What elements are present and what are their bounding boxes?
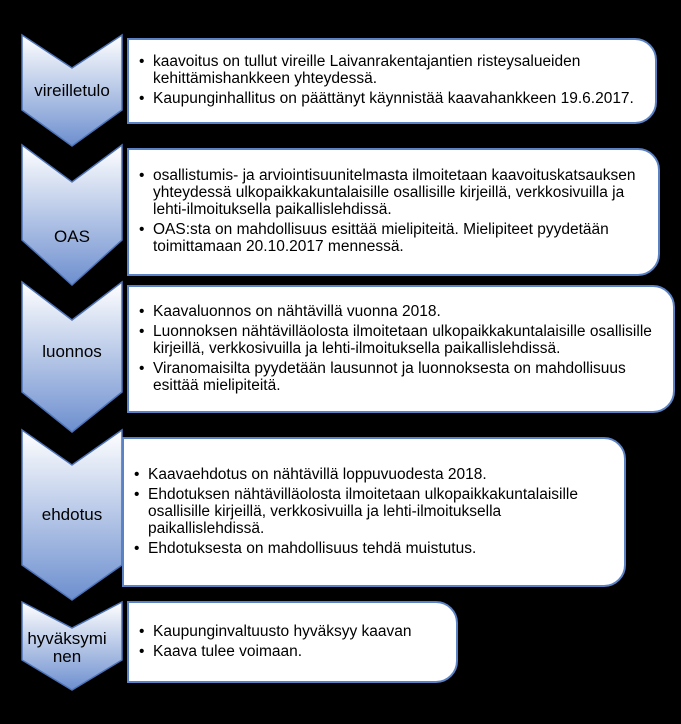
stage-box-luonnos: [127, 285, 675, 413]
bullet-list: [124, 465, 624, 560]
bullet-item: • OAS:sta on mahdollisuus esittää mielipiteitä. Mielipiteet pyydetään toimittamaan 20.10.2017 mennessä.: [153, 221, 650, 255]
stage-label-hyvaksyminen: hyväksymi nen: [27, 629, 107, 666]
stage-label-luonnos: luonnos: [42, 342, 102, 361]
bullet-item: • Ehdotuksen nähtävilläolosta ilmoitetaan ulkopaikkakuntalaisille osallisille kirjeillä, verkkosivuilla ja lehti-ilmoituksella paikallislehdissä.: [148, 486, 616, 537]
stage-label-vireilletulo: vireilletulo: [34, 81, 110, 100]
bullet-item: • kaavoitus on tullut vireille Laivanrakentajantien risteysalueiden kehittämishankkeen yhteydessä.: [153, 53, 647, 87]
bullet-item: • Viranomaisilta pyydetään lausunnot ja luonnoksesta on mahdollisuus esittää mielipiteitä.: [153, 360, 665, 394]
bullet-item: • Luonnoksen nähtävilläolosta ilmoitetaan ulkopaikkakuntalaisille osallisille kirjeillä, verkkosivuilla ja lehti-ilmoituksella paikallislehdissä.: [153, 323, 665, 357]
bullet-item: • Kaavaluonnos on nähtävillä vuonna 2018.: [153, 303, 665, 320]
stage-box-hyvaksyminen: [127, 601, 458, 683]
bullet-item: • Kaavaehdotus on nähtävillä loppuvuodesta 2018.: [148, 466, 616, 483]
stage-label-ehdotus: ehdotus: [41, 505, 103, 524]
bullet-item: • Ehdotuksesta on mahdollisuus tehdä muistutus.: [148, 540, 616, 557]
chevron-oas: [22, 145, 122, 285]
bullet-item: • Kaupunginhallitus on päättänyt käynnistää kaavahankkeen 19.6.2017.: [153, 90, 647, 107]
bullet-list: [129, 302, 673, 397]
bullet-list: [129, 622, 456, 663]
stage-box-oas: [127, 148, 660, 276]
bullet-list: [129, 52, 655, 110]
bullet-item: • Kaupunginvaltuusto hyväksyy kaavan: [153, 623, 448, 640]
bullet-item: • Kaava tulee voimaan.: [153, 643, 448, 660]
stage-label-oas: OAS: [54, 227, 90, 246]
bullet-list: [129, 166, 658, 258]
stage-box-vireilletulo: [127, 38, 657, 124]
bullet-item: • osallistumis- ja arviointisuunitelmasta ilmoitetaan kaavoituskatsauksen yhteydessä ulkopaikkakuntalaisille osallisille kirjeillä, verkkosivuilla ja lehti-ilmoituksella paikallislehdissä.: [153, 167, 650, 218]
stage-box-ehdotus: [122, 437, 626, 587]
